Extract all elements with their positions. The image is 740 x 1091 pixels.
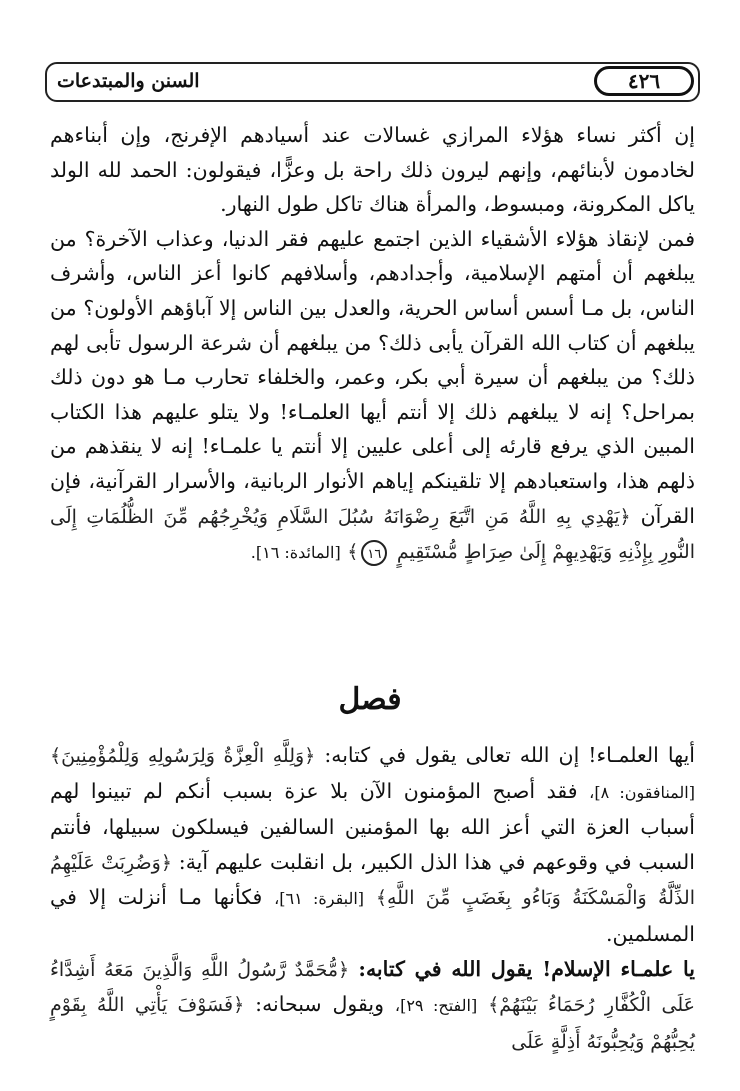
quran-quote: ﴿وَضُرِبَتْ عَلَيْهِمُ الذِّلَّةُ وَالْمَسْكَنَةُ وَبَاءُو بِغَضَبٍ مِّنَ اللَّهِ﴾ xyxy=(50,851,695,910)
surah-reference: [البقرة: ٦١]، xyxy=(274,889,365,909)
paragraph-1: إن أكثر نساء هؤلاء المرازي غسالات عند أسيادهم الإفرنج، وإن أبناءهم لخادمون لأبنائهم، وإنهم ليرون ذلك راحة بل وعزًّا، فيقولون: الحمد لله الولد ياكل المكرونة، ومبسوط، والمرأة هناك تاكل طول النهار. xyxy=(50,123,695,217)
quran-quote: ﴿فَسَوْفَ يَأْتِي اللَّهُ بِقَوْمٍ يُحِبُّهُمْ وَيُحِبُّونَهُ أَذِلَّةٍ عَلَى xyxy=(50,994,695,1053)
paragraph-3-text-a: أيها العلمـاء! إن الله تعالى يقول في كتابه: xyxy=(324,743,695,767)
page-header xyxy=(45,62,700,102)
quran-quote: ﴿يَهْدِي بِهِ اللَّهُ مَنِ اتَّبَعَ رِضْوَانَهُ سُبُلَ السَّلَامِ وَيُخْرِجُهُم مِّنَ الظُّلُمَاتِ إِلَى النُّورِ بِإِذْنِهِ وَيَهْدِيهِمْ إِلَىٰ صِرَاطٍ مُّسْتَقِيمٍ xyxy=(50,505,695,564)
paragraph-2-text: فمن لإنقاذ هؤلاء الأشقياء الذين اجتمع عليهم فقر الدنيا، وعذاب الآخرة؟ من يبلغهم أن أمتهم الإسلامية، وأجدادهم، وأسلافهم كانوا أعز الناس، وأشرف الناس، بل مـا أسس أساس الحرية، والعدل بين الناس إلا آباؤهم الأولون؟ من يبلغهم أن كتاب الله القرآن يأبى ذلك؟ من يبلغهم أن شرعة الرسول تأبى لهم ذلك؟ من يبلغهم أن سيرة أبي بكر، وعمر، والخلفاء تحارب مـا هو دون ذلك بمراحل؟ إنه لا يبلغهم ذلك إلا أنتم أيها العلمـاء! ولا يتلو عليهم هذا الكتاب المبين الذي يرفع قارئه إلى أعلى عليين إلا أنتم يا علمـاء! إنه لا ينقذهم من ذلهم هذا، واستعبادهم إلا تلقينكم إياهم الأنوار الربانية، والأسرار القرآنية، فإن القرآن xyxy=(50,226,695,528)
quran-quote: ﴿مُّحَمَّدٌ رَّسُولُ اللَّهِ وَالَّذِينَ مَعَهُ أَشِدَّاءُ عَلَى الْكُفَّارِ رُحَمَاءُ بَيْنَهُمْ﴾ xyxy=(50,958,695,1017)
book-title: السنن والمبتدعات xyxy=(57,70,200,92)
paragraph-3 xyxy=(50,738,695,952)
quote-end: ﴾ xyxy=(347,541,359,564)
surah-reference: [المنافقون: ٨]، xyxy=(589,782,695,802)
surah-reference: [المائدة: ١٦]. xyxy=(250,543,341,563)
text-block-2 xyxy=(50,738,695,1059)
section-title: فصل xyxy=(338,682,402,717)
paragraph-4-text-a: يا علمـاء الإسلام! يقول الله في كتابه: xyxy=(358,956,695,981)
paragraph-3-text-c: فكأنها مـا أنزلت إلا في المسلمين. xyxy=(50,885,695,946)
page-number: ٤٢٦ xyxy=(627,69,661,93)
paragraph-3-text-b: فقد أصبح المؤمنون الآن بلا عزة بسبب أنكم لم تبينوا لهم أسباب العزة التي أعز الله بها المؤمنين السالفين فيسلكون سبيلها، فأنتم السبب في وقوعهم في هذا الذل الكبير، بل انقلبت عليهم آية: xyxy=(50,778,695,874)
quran-quote: ﴿وَلِلَّهِ الْعِزَّةُ وَلِرَسُولِهِ وَلِلْمُؤْمِنِينَ﴾ xyxy=(50,745,316,767)
text-block-1 xyxy=(50,118,695,571)
paragraph-4 xyxy=(50,952,695,1060)
paragraph-2 xyxy=(50,222,695,571)
paragraph-4-text-b: ويقول سبحانه: xyxy=(255,992,384,1017)
surah-reference: [الفتح: ٢٩]، xyxy=(394,996,478,1016)
page-number-badge xyxy=(594,66,694,96)
ayah-number-mark: ١٦ xyxy=(361,540,387,566)
